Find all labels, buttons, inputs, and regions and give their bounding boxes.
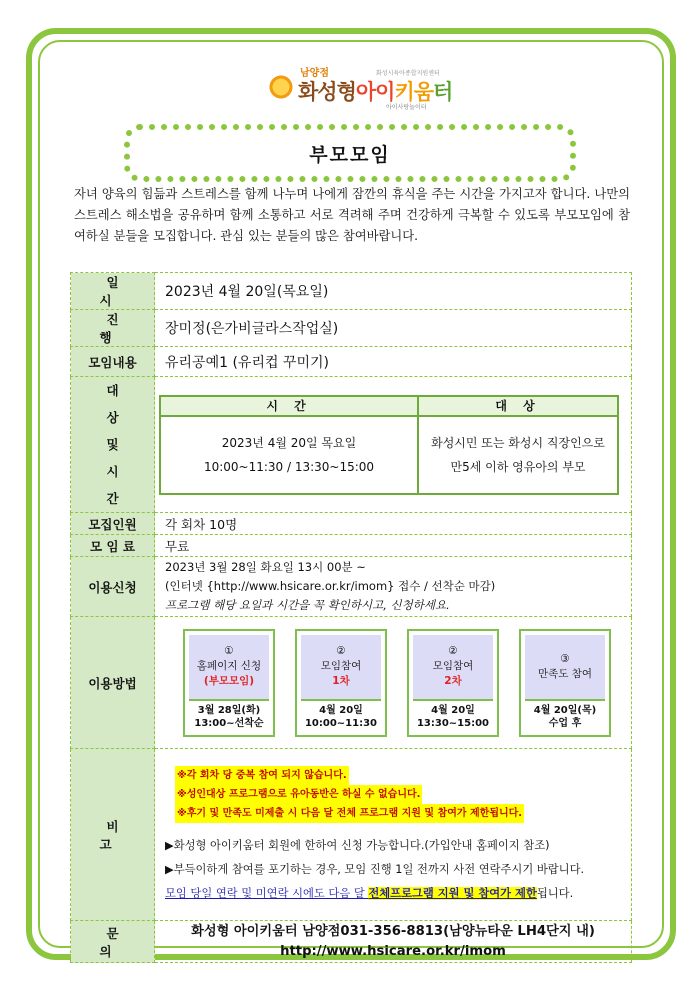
row-target: [71, 377, 632, 513]
label-host: 진 행: [99, 312, 133, 345]
col-time: 시 간: [160, 396, 418, 416]
row-capacity: [71, 513, 632, 535]
label-notes: 비 고: [99, 818, 133, 852]
target-cell: 화성시민 또는 화성시 직장인으로 만5세 이하 영유아의 부모: [418, 416, 618, 494]
logo-org: 화성시육아종합지원센터: [376, 70, 440, 77]
apply-line-3: 프로그램 해당 요일과 시간을 꼭 확인하시고, 신청하세요.: [165, 598, 450, 612]
note-line-2: ▶부득이하게 참여를 포기하는 경우, 모임 진행 1일 전까지 사전 연락주시기 바랍니다.: [165, 863, 585, 876]
title-box: [124, 124, 576, 182]
target-time-table: [159, 395, 619, 495]
value-date: 2023년 4월 20일(목요일): [155, 273, 632, 310]
value-fee: 무료: [155, 535, 632, 557]
note-highlight-3: ※후기 및 만족도 미제출 시 다음 달 전체 프로그램 지원 및 참여가 제한됩니다.: [175, 804, 524, 823]
step-card: ① 홈페이지 신청 (부모모임) 3월 28일(화) 13:00~선착순: [183, 629, 275, 737]
step-card: ② 모임참여 1차 4월 20일 10:00~11:30: [295, 629, 387, 737]
label-target-1: 대 상: [106, 383, 133, 425]
value-capacity: 각 회차 10명: [155, 513, 632, 535]
contact-line-1: 화성형 아이키움터 남양점031-356-8813(남양뉴타운 LH4단지 내): [191, 923, 595, 939]
label-contact: 문 의: [99, 925, 133, 959]
label-content: 모임내용: [71, 347, 155, 377]
note-highlight-2: ※성인대상 프로그램으로 유아동반은 하실 수 없습니다.: [175, 785, 422, 804]
label-target-2: 및: [106, 437, 119, 452]
col-target: 대 상: [418, 396, 618, 416]
row-contact: [71, 921, 632, 963]
row-date: [71, 273, 632, 310]
note-highlight-1: ※각 회차 당 중복 참여 되지 않습니다.: [175, 766, 349, 785]
row-method: [71, 617, 632, 749]
step-card: ② 모임참여 2차 4월 20일 13:30~15:00: [407, 629, 499, 737]
logo-wordmark: 화성형아이키움터: [298, 80, 453, 104]
logo: [268, 62, 468, 112]
row-content: [71, 347, 632, 377]
value-host: 장미정(은가비글라스작업실): [155, 310, 632, 347]
label-apply: 이용신청: [71, 557, 155, 617]
steps: [155, 623, 631, 743]
note-line-1: ▶화성형 아이키움터 회원에 한하여 신청 가능합니다.(가입안내 홈페이지 참조): [165, 839, 550, 852]
row-fee: [71, 535, 632, 557]
sun-icon: [268, 74, 294, 100]
label-fee: 모 임 료: [71, 535, 155, 557]
label-method: 이용방법: [71, 617, 155, 749]
apply-line-2: (인터넷 {http://www.hsicare.or.kr/imom} 접수 / 선착순 마감): [165, 579, 496, 593]
label-capacity: 모집인원: [71, 513, 155, 535]
intro-text: 자녀 양육의 힘듦과 스트레스를 함께 나누며 나에게 잠깐의 휴식을 주는 시간을 가지고자 합니다. 나만의 스트레스 해소법을 공유하며 함께 소통하고 서로 격려해 주며 건강하게 극복할 수 있도록 부모모임에 참여하실 분들을 모집합니다. 관심 있는 분들의 많은 참여바랍니다.: [74, 187, 630, 243]
time-cell: 2023년 4월 20일 목요일 10:00~11:30 / 13:30~15:00: [160, 416, 418, 494]
logo-branch: 남양점: [300, 68, 329, 79]
contact-url: http://www.hsicare.or.kr/imom: [280, 943, 506, 959]
note-line-3: 모임 당일 연락 및 미연락 시에도 다음 달 전체프로그램 지원 및 참여가 제한됩니다.: [165, 887, 574, 900]
row-notes: [71, 749, 632, 921]
label-date: 일 시: [99, 275, 133, 308]
row-apply: [71, 557, 632, 617]
row-host: [71, 310, 632, 347]
info-table: [70, 272, 632, 963]
logo-tagline: 아이사랑놀이터: [386, 104, 427, 111]
step-card: ③ 만족도 참여 4월 20일(목) 수업 후: [519, 629, 611, 737]
apply-line-1: 2023년 3월 28일 화요일 13시 00분 ~: [165, 560, 366, 574]
value-content: 유리공예1 (유리컵 꾸미기): [155, 347, 632, 377]
label-target-3: 시 간: [106, 464, 133, 506]
page-title: 부모모임: [309, 143, 391, 166]
